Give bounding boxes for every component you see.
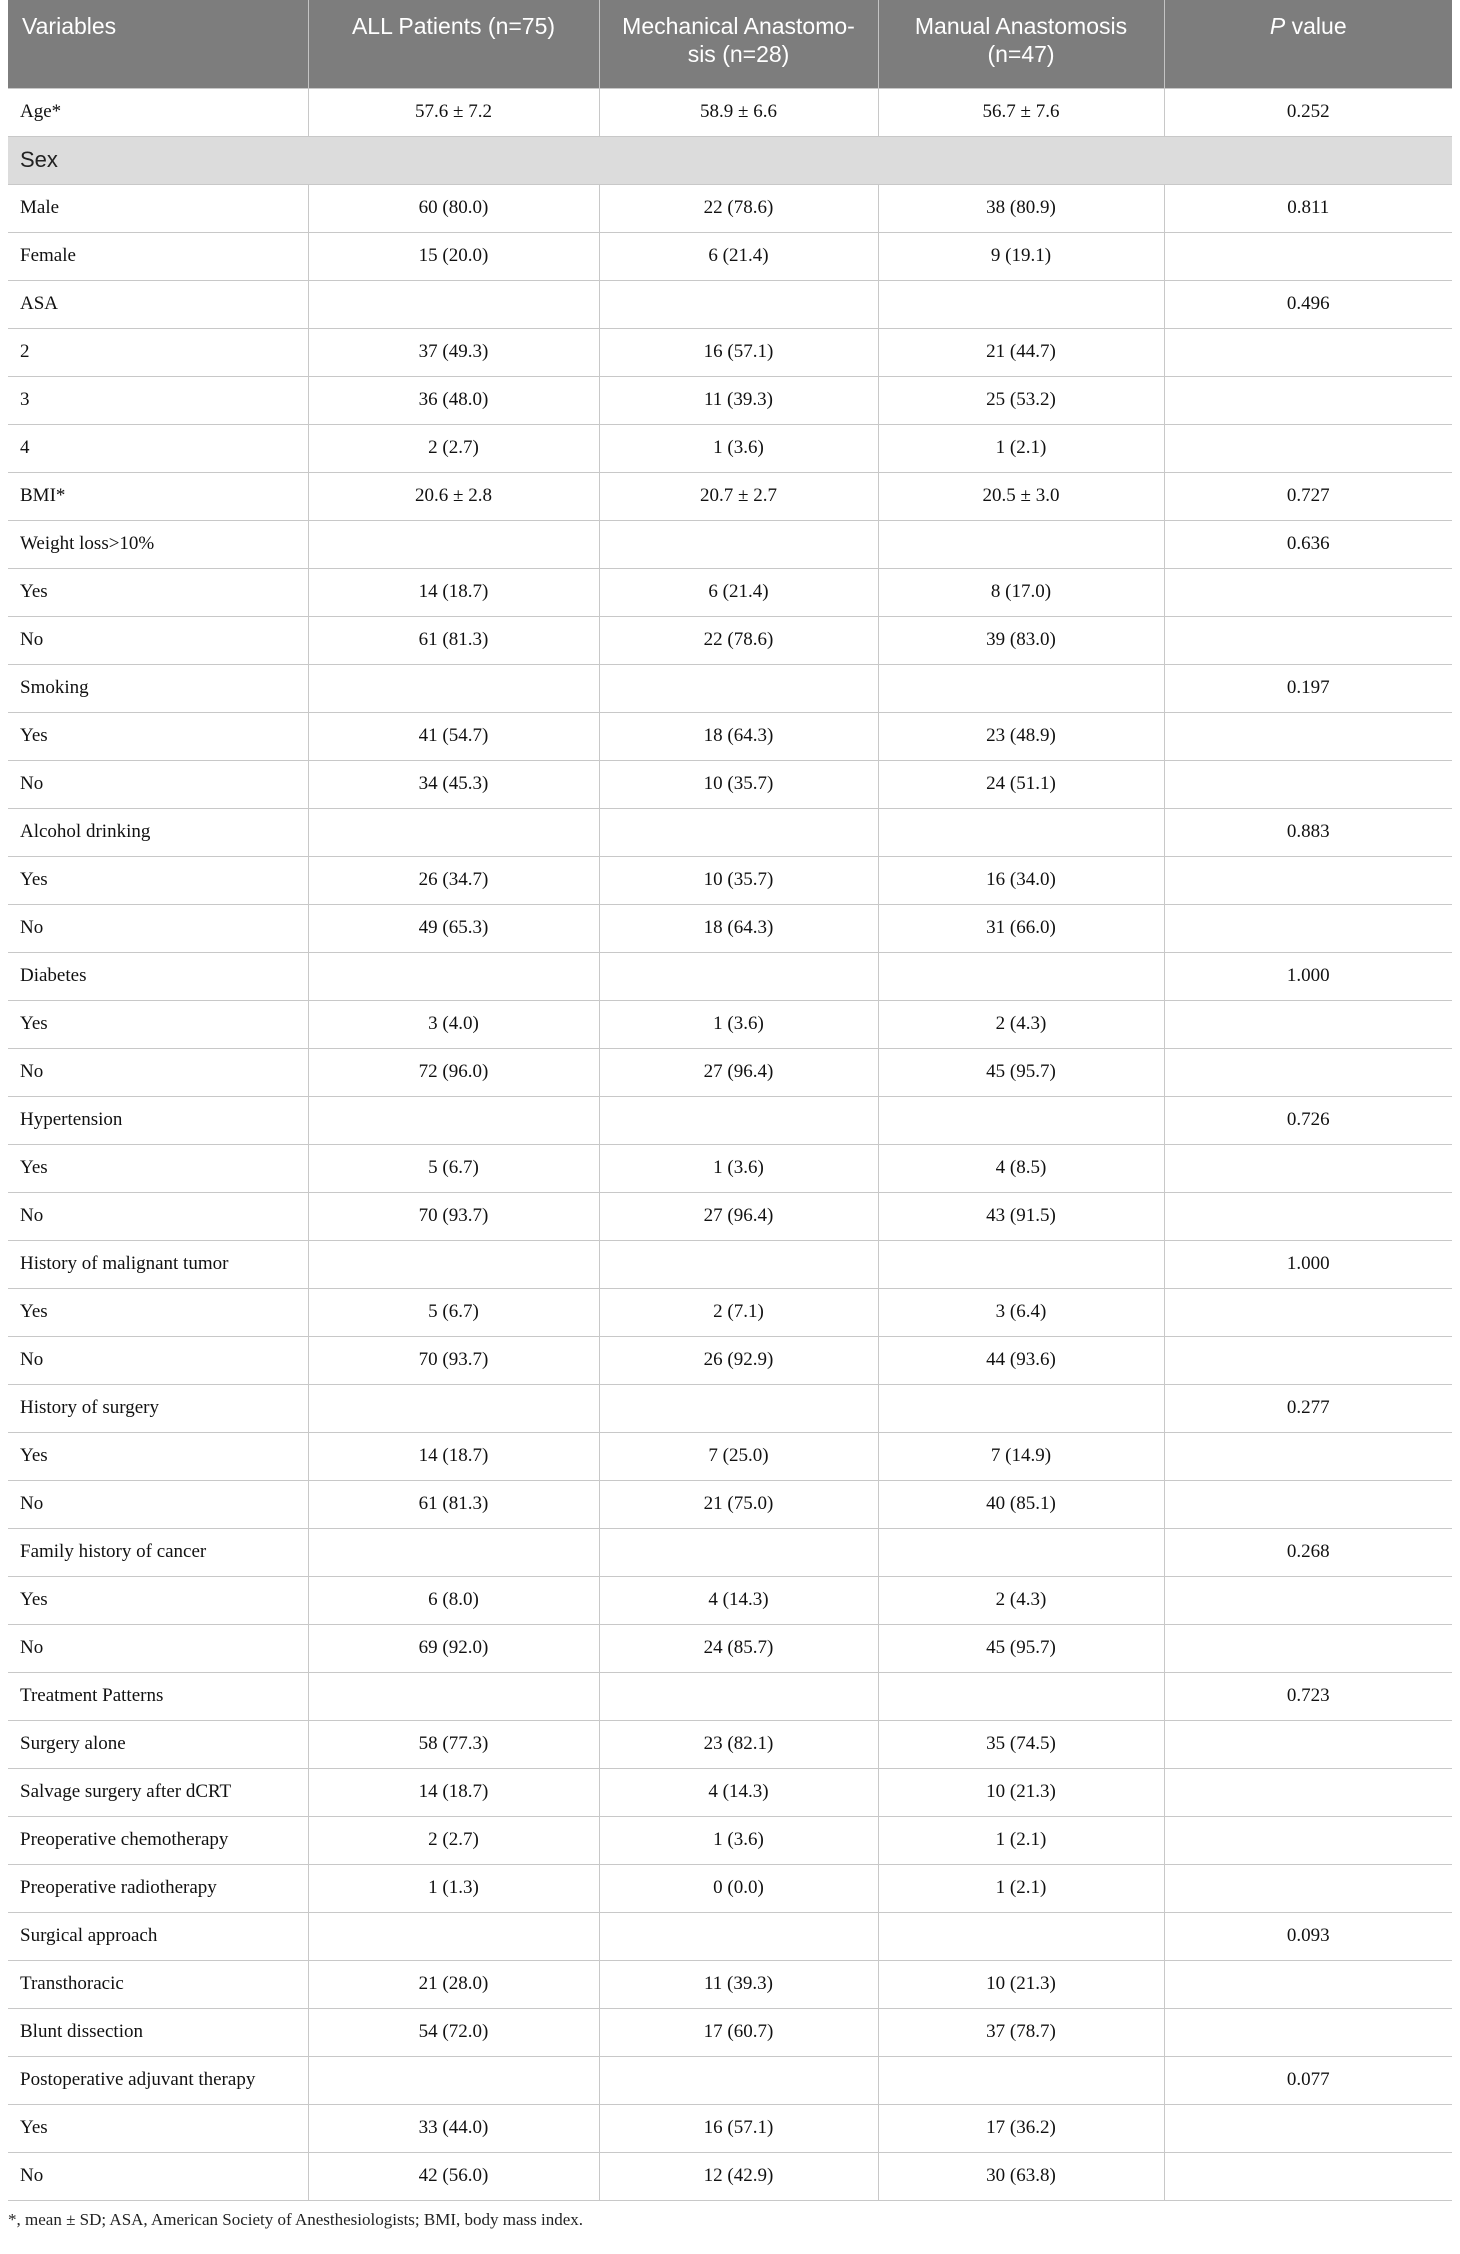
p-value-cell: 0.727 <box>1164 472 1452 520</box>
variable-cell: Yes <box>8 2104 308 2152</box>
all-patients-cell <box>308 952 599 1000</box>
p-value-cell <box>1164 1960 1452 2008</box>
table-row <box>8 1720 1452 1768</box>
variable-cell: Yes <box>8 856 308 904</box>
variable-cell: Salvage surgery after dCRT <box>8 1768 308 1816</box>
table-row <box>8 184 1452 232</box>
section-header-cell: Sex <box>8 136 1452 184</box>
table-row <box>8 376 1452 424</box>
variable-cell: Surgical approach <box>8 1912 308 1960</box>
mechanical-cell <box>599 280 878 328</box>
variable-cell: No <box>8 1048 308 1096</box>
mechanical-cell <box>599 520 878 568</box>
variable-cell: Yes <box>8 1576 308 1624</box>
table-row <box>8 472 1452 520</box>
variable-cell: Yes <box>8 712 308 760</box>
table-body <box>8 88 1452 2200</box>
p-value-cell <box>1164 2104 1452 2152</box>
manual-cell <box>878 280 1164 328</box>
manual-cell: 39 (83.0) <box>878 616 1164 664</box>
table-row <box>8 2008 1452 2056</box>
variable-cell: No <box>8 616 308 664</box>
p-value-cell <box>1164 1816 1452 1864</box>
variable-cell: Alcohol drinking <box>8 808 308 856</box>
mechanical-cell: 1 (3.6) <box>599 1816 878 1864</box>
header-p-italic: P <box>1269 13 1286 39</box>
p-value-cell <box>1164 1432 1452 1480</box>
header-row <box>8 0 1452 88</box>
all-patients-cell: 6 (8.0) <box>308 1576 599 1624</box>
variable-cell: No <box>8 1192 308 1240</box>
all-patients-cell: 58 (77.3) <box>308 1720 599 1768</box>
p-value-cell: 1.000 <box>1164 1240 1452 1288</box>
variable-cell: Family history of cancer <box>8 1528 308 1576</box>
mechanical-cell: 24 (85.7) <box>599 1624 878 1672</box>
manual-cell <box>878 952 1164 1000</box>
table-row <box>8 88 1452 136</box>
variable-cell: No <box>8 2152 308 2200</box>
mechanical-cell: 16 (57.1) <box>599 2104 878 2152</box>
all-patients-cell: 14 (18.7) <box>308 568 599 616</box>
all-patients-cell: 3 (4.0) <box>308 1000 599 1048</box>
mechanical-cell: 4 (14.3) <box>599 1576 878 1624</box>
p-value-cell <box>1164 1000 1452 1048</box>
header-manual-anastomosis: Manual Anastomosis (n=47) <box>878 0 1164 88</box>
mechanical-cell: 58.9 ± 6.6 <box>599 88 878 136</box>
variable-cell: Diabetes <box>8 952 308 1000</box>
mechanical-cell: 27 (96.4) <box>599 1192 878 1240</box>
all-patients-cell: 37 (49.3) <box>308 328 599 376</box>
manual-cell: 20.5 ± 3.0 <box>878 472 1164 520</box>
p-value-cell: 0.077 <box>1164 2056 1452 2104</box>
all-patients-cell: 2 (2.7) <box>308 1816 599 1864</box>
all-patients-cell: 72 (96.0) <box>308 1048 599 1096</box>
p-value-cell <box>1164 1768 1452 1816</box>
mechanical-cell <box>599 1672 878 1720</box>
variable-cell: Female <box>8 232 308 280</box>
all-patients-cell <box>308 1912 599 1960</box>
header-p-value <box>1164 0 1452 88</box>
p-value-cell: 0.252 <box>1164 88 1452 136</box>
variable-cell: Age* <box>8 88 308 136</box>
variable-cell: No <box>8 1480 308 1528</box>
mechanical-cell <box>599 2056 878 2104</box>
all-patients-cell <box>308 520 599 568</box>
mechanical-cell: 21 (75.0) <box>599 1480 878 1528</box>
table-row <box>8 856 1452 904</box>
manual-cell: 4 (8.5) <box>878 1144 1164 1192</box>
mechanical-cell: 2 (7.1) <box>599 1288 878 1336</box>
manual-cell: 24 (51.1) <box>878 760 1164 808</box>
mechanical-cell: 6 (21.4) <box>599 568 878 616</box>
table-row <box>8 520 1452 568</box>
mechanical-cell: 27 (96.4) <box>599 1048 878 1096</box>
p-value-cell <box>1164 424 1452 472</box>
table-row <box>8 664 1452 712</box>
all-patients-cell: 70 (93.7) <box>308 1192 599 1240</box>
manual-cell: 30 (63.8) <box>878 2152 1164 2200</box>
p-value-cell <box>1164 1144 1452 1192</box>
manual-cell <box>878 1384 1164 1432</box>
variable-cell: No <box>8 1624 308 1672</box>
table-row <box>8 136 1452 184</box>
mechanical-cell: 22 (78.6) <box>599 616 878 664</box>
p-value-cell <box>1164 1288 1452 1336</box>
p-value-cell <box>1164 1720 1452 1768</box>
mechanical-cell: 18 (64.3) <box>599 904 878 952</box>
table-row <box>8 1816 1452 1864</box>
variable-cell: ASA <box>8 280 308 328</box>
variable-cell: Yes <box>8 1432 308 1480</box>
manual-cell: 21 (44.7) <box>878 328 1164 376</box>
p-value-cell <box>1164 1864 1452 1912</box>
mechanical-cell: 26 (92.9) <box>599 1336 878 1384</box>
mechanical-cell <box>599 664 878 712</box>
table-row <box>8 712 1452 760</box>
variable-cell: Yes <box>8 1288 308 1336</box>
p-value-cell: 0.268 <box>1164 1528 1452 1576</box>
all-patients-cell: 33 (44.0) <box>308 2104 599 2152</box>
manual-cell: 1 (2.1) <box>878 424 1164 472</box>
variable-cell: Male <box>8 184 308 232</box>
mechanical-cell: 1 (3.6) <box>599 1000 878 1048</box>
variable-cell: Transthoracic <box>8 1960 308 2008</box>
all-patients-cell: 69 (92.0) <box>308 1624 599 1672</box>
variable-cell: Blunt dissection <box>8 2008 308 2056</box>
manual-cell: 2 (4.3) <box>878 1576 1164 1624</box>
p-value-cell <box>1164 1624 1452 1672</box>
variable-cell: Preoperative radiotherapy <box>8 1864 308 1912</box>
manual-cell: 35 (74.5) <box>878 1720 1164 1768</box>
mechanical-cell <box>599 1240 878 1288</box>
manual-cell <box>878 1096 1164 1144</box>
variable-cell: History of malignant tumor <box>8 1240 308 1288</box>
table-row <box>8 904 1452 952</box>
manual-cell: 10 (21.3) <box>878 1768 1164 1816</box>
manual-cell: 38 (80.9) <box>878 184 1164 232</box>
table-row <box>8 1288 1452 1336</box>
p-value-cell <box>1164 376 1452 424</box>
table-row <box>8 760 1452 808</box>
mechanical-cell <box>599 1912 878 1960</box>
p-value-cell <box>1164 1480 1452 1528</box>
header-mechanical-anastomosis: Mechanical Anastomo-sis (n=28) <box>599 0 878 88</box>
mechanical-cell: 20.7 ± 2.7 <box>599 472 878 520</box>
all-patients-cell <box>308 1384 599 1432</box>
table-row <box>8 1912 1452 1960</box>
p-value-cell: 0.883 <box>1164 808 1452 856</box>
mechanical-cell: 22 (78.6) <box>599 184 878 232</box>
mechanical-cell <box>599 1384 878 1432</box>
all-patients-cell: 21 (28.0) <box>308 1960 599 2008</box>
table-row <box>8 1048 1452 1096</box>
variable-cell: Yes <box>8 1000 308 1048</box>
table-row <box>8 1192 1452 1240</box>
mechanical-cell: 1 (3.6) <box>599 1144 878 1192</box>
variable-cell: Smoking <box>8 664 308 712</box>
mechanical-cell: 10 (35.7) <box>599 760 878 808</box>
manual-cell <box>878 2056 1164 2104</box>
all-patients-cell: 54 (72.0) <box>308 2008 599 2056</box>
manual-cell: 56.7 ± 7.6 <box>878 88 1164 136</box>
manual-cell: 3 (6.4) <box>878 1288 1164 1336</box>
table-row <box>8 1000 1452 1048</box>
table-row <box>8 1336 1452 1384</box>
manual-cell <box>878 520 1164 568</box>
manual-cell: 2 (4.3) <box>878 1000 1164 1048</box>
manual-cell: 9 (19.1) <box>878 232 1164 280</box>
all-patients-cell: 1 (1.3) <box>308 1864 599 1912</box>
p-value-cell: 0.723 <box>1164 1672 1452 1720</box>
table-row <box>8 1096 1452 1144</box>
header-variables: Variables <box>8 0 308 88</box>
table-header <box>8 0 1452 88</box>
variable-cell: No <box>8 760 308 808</box>
table-row <box>8 808 1452 856</box>
mechanical-cell: 11 (39.3) <box>599 1960 878 2008</box>
header-all-patients: ALL Patients (n=75) <box>308 0 599 88</box>
manual-cell: 23 (48.9) <box>878 712 1164 760</box>
manual-cell: 43 (91.5) <box>878 1192 1164 1240</box>
p-value-cell: 0.496 <box>1164 280 1452 328</box>
all-patients-cell: 5 (6.7) <box>308 1144 599 1192</box>
table-row <box>8 1768 1452 1816</box>
mechanical-cell: 1 (3.6) <box>599 424 878 472</box>
mechanical-cell <box>599 808 878 856</box>
manual-cell: 17 (36.2) <box>878 2104 1164 2152</box>
manual-cell: 31 (66.0) <box>878 904 1164 952</box>
variable-cell: History of surgery <box>8 1384 308 1432</box>
all-patients-cell: 14 (18.7) <box>308 1432 599 1480</box>
all-patients-cell: 61 (81.3) <box>308 616 599 664</box>
p-value-cell: 0.093 <box>1164 1912 1452 1960</box>
variable-cell: No <box>8 904 308 952</box>
table-row <box>8 1672 1452 1720</box>
all-patients-cell <box>308 808 599 856</box>
all-patients-cell: 49 (65.3) <box>308 904 599 952</box>
p-value-cell <box>1164 232 1452 280</box>
p-value-cell <box>1164 904 1452 952</box>
mechanical-cell: 0 (0.0) <box>599 1864 878 1912</box>
all-patients-cell: 2 (2.7) <box>308 424 599 472</box>
mechanical-cell: 6 (21.4) <box>599 232 878 280</box>
table-row <box>8 1144 1452 1192</box>
variable-cell: Yes <box>8 568 308 616</box>
all-patients-cell: 57.6 ± 7.2 <box>308 88 599 136</box>
p-value-cell <box>1164 2152 1452 2200</box>
manual-cell: 1 (2.1) <box>878 1816 1164 1864</box>
manual-cell: 44 (93.6) <box>878 1336 1164 1384</box>
mechanical-cell: 23 (82.1) <box>599 1720 878 1768</box>
variable-cell: Yes <box>8 1144 308 1192</box>
p-value-cell: 0.277 <box>1164 1384 1452 1432</box>
manual-cell: 8 (17.0) <box>878 568 1164 616</box>
p-value-cell: 0.197 <box>1164 664 1452 712</box>
all-patients-cell: 61 (81.3) <box>308 1480 599 1528</box>
variable-cell: Weight loss>10% <box>8 520 308 568</box>
p-value-cell <box>1164 568 1452 616</box>
p-value-cell: 0.726 <box>1164 1096 1452 1144</box>
variable-cell: No <box>8 1336 308 1384</box>
manual-cell: 37 (78.7) <box>878 2008 1164 2056</box>
variable-cell: Preoperative chemotherapy <box>8 1816 308 1864</box>
p-value-cell <box>1164 616 1452 664</box>
manual-cell: 45 (95.7) <box>878 1624 1164 1672</box>
table-row <box>8 1864 1452 1912</box>
table-row <box>8 1432 1452 1480</box>
all-patients-cell: 14 (18.7) <box>308 1768 599 1816</box>
all-patients-cell: 20.6 ± 2.8 <box>308 472 599 520</box>
mechanical-cell: 16 (57.1) <box>599 328 878 376</box>
table-row <box>8 280 1452 328</box>
manual-cell <box>878 664 1164 712</box>
all-patients-cell: 60 (80.0) <box>308 184 599 232</box>
variable-cell: Surgery alone <box>8 1720 308 1768</box>
table-row <box>8 568 1452 616</box>
table-row <box>8 424 1452 472</box>
p-value-cell <box>1164 1048 1452 1096</box>
p-value-cell: 0.636 <box>1164 520 1452 568</box>
all-patients-cell <box>308 664 599 712</box>
variable-cell: BMI* <box>8 472 308 520</box>
mechanical-cell <box>599 1096 878 1144</box>
table-row <box>8 1960 1452 2008</box>
table-row <box>8 1528 1452 1576</box>
all-patients-cell <box>308 280 599 328</box>
variable-cell: Treatment Patterns <box>8 1672 308 1720</box>
table-row <box>8 1384 1452 1432</box>
p-value-cell <box>1164 1576 1452 1624</box>
mechanical-cell: 10 (35.7) <box>599 856 878 904</box>
manual-cell <box>878 1528 1164 1576</box>
mechanical-cell: 17 (60.7) <box>599 2008 878 2056</box>
table-footnote: *, mean ± SD; ASA, American Society of Anesthesiologists; BMI, body mass index. <box>8 2210 584 2229</box>
p-value-cell <box>1164 760 1452 808</box>
p-value-cell <box>1164 1192 1452 1240</box>
variable-cell: Hypertension <box>8 1096 308 1144</box>
all-patients-cell: 26 (34.7) <box>308 856 599 904</box>
all-patients-cell <box>308 1240 599 1288</box>
all-patients-cell: 15 (20.0) <box>308 232 599 280</box>
mechanical-cell: 7 (25.0) <box>599 1432 878 1480</box>
manual-cell: 25 (53.2) <box>878 376 1164 424</box>
mechanical-cell <box>599 1528 878 1576</box>
manual-cell: 1 (2.1) <box>878 1864 1164 1912</box>
all-patients-cell <box>308 1672 599 1720</box>
table-row <box>8 952 1452 1000</box>
table-row <box>8 1576 1452 1624</box>
p-value-cell <box>1164 1336 1452 1384</box>
mechanical-cell <box>599 952 878 1000</box>
table-row <box>8 1624 1452 1672</box>
table-row <box>8 232 1452 280</box>
manual-cell: 45 (95.7) <box>878 1048 1164 1096</box>
table-row <box>8 328 1452 376</box>
mechanical-cell: 4 (14.3) <box>599 1768 878 1816</box>
manual-cell <box>878 808 1164 856</box>
patient-characteristics-table <box>8 0 1452 2201</box>
all-patients-cell <box>308 1528 599 1576</box>
variable-cell: Postoperative adjuvant therapy <box>8 2056 308 2104</box>
table-row <box>8 2056 1452 2104</box>
all-patients-cell <box>308 1096 599 1144</box>
table-container <box>8 0 1452 2201</box>
mechanical-cell: 18 (64.3) <box>599 712 878 760</box>
all-patients-cell: 34 (45.3) <box>308 760 599 808</box>
p-value-cell <box>1164 856 1452 904</box>
variable-cell: 3 <box>8 376 308 424</box>
p-value-cell: 1.000 <box>1164 952 1452 1000</box>
all-patients-cell: 36 (48.0) <box>308 376 599 424</box>
p-value-cell <box>1164 712 1452 760</box>
all-patients-cell: 42 (56.0) <box>308 2152 599 2200</box>
manual-cell <box>878 1672 1164 1720</box>
variable-cell: 4 <box>8 424 308 472</box>
table-row <box>8 2152 1452 2200</box>
manual-cell: 10 (21.3) <box>878 1960 1164 2008</box>
mechanical-cell: 12 (42.9) <box>599 2152 878 2200</box>
all-patients-cell: 41 (54.7) <box>308 712 599 760</box>
p-value-cell: 0.811 <box>1164 184 1452 232</box>
all-patients-cell: 5 (6.7) <box>308 1288 599 1336</box>
all-patients-cell: 70 (93.7) <box>308 1336 599 1384</box>
manual-cell <box>878 1912 1164 1960</box>
variable-cell: 2 <box>8 328 308 376</box>
p-value-cell <box>1164 328 1452 376</box>
manual-cell: 40 (85.1) <box>878 1480 1164 1528</box>
table-row <box>8 1480 1452 1528</box>
all-patients-cell <box>308 2056 599 2104</box>
manual-cell <box>878 1240 1164 1288</box>
mechanical-cell: 11 (39.3) <box>599 376 878 424</box>
manual-cell: 16 (34.0) <box>878 856 1164 904</box>
header-p-rest: value <box>1285 13 1347 39</box>
table-row <box>8 2104 1452 2152</box>
manual-cell: 7 (14.9) <box>878 1432 1164 1480</box>
table-row <box>8 616 1452 664</box>
p-value-cell <box>1164 2008 1452 2056</box>
table-row <box>8 1240 1452 1288</box>
